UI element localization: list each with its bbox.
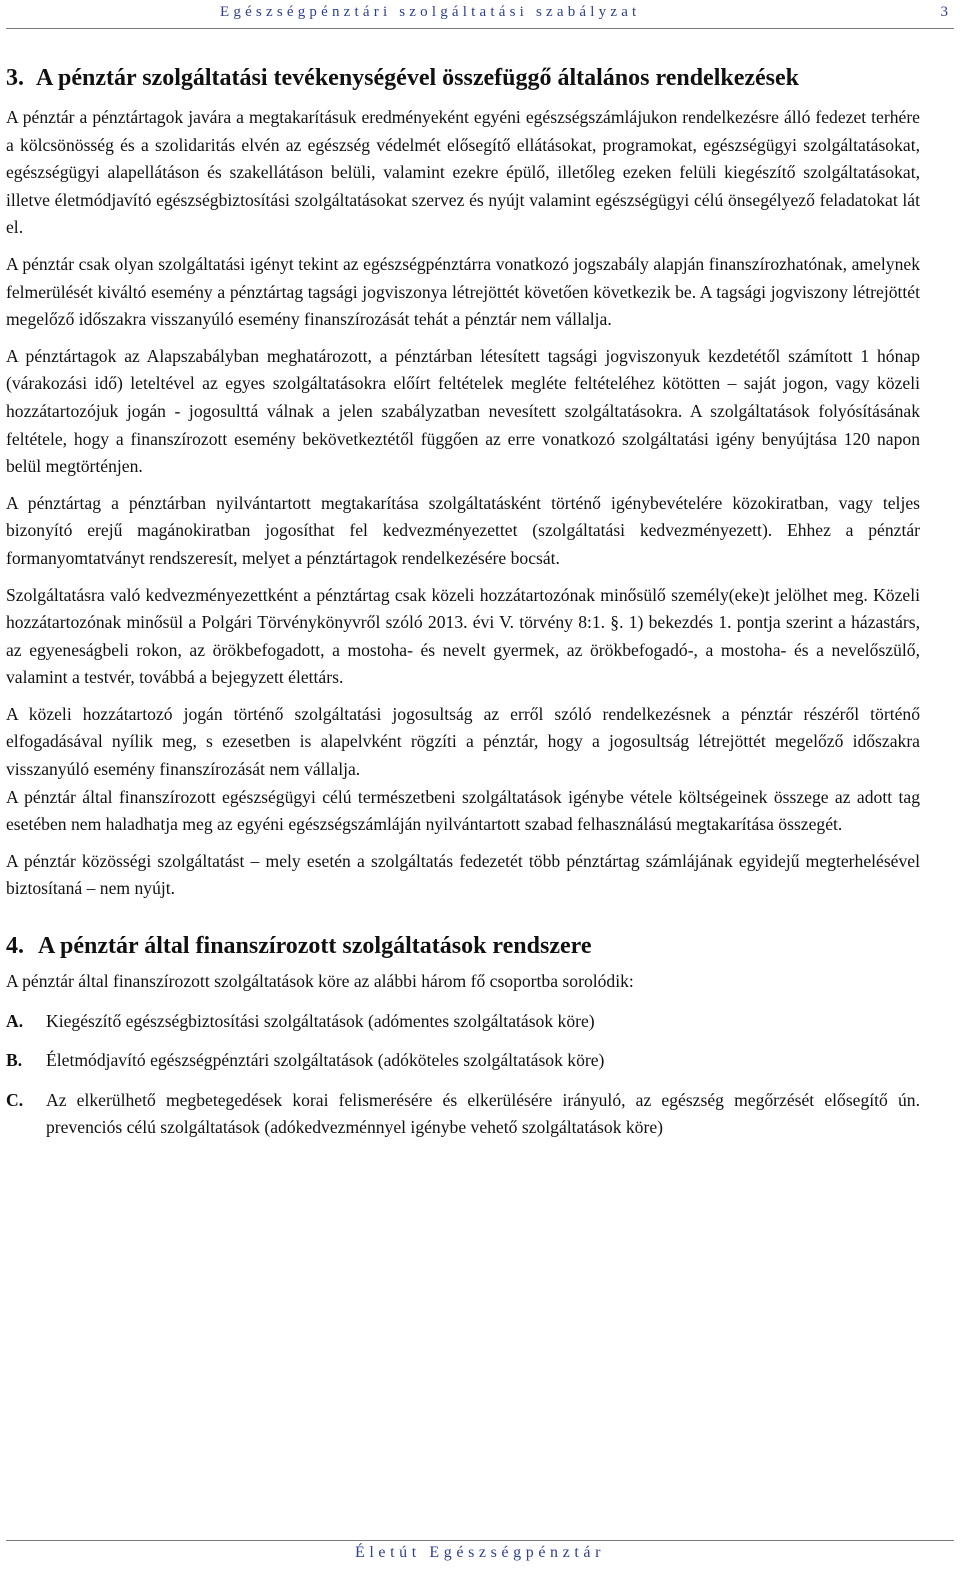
paragraph-7: A pénztár által finanszírozott egészségügyi célú természetbeni szolgáltatások igénybe vétele költségeinek összege az adott tag esetében nem haladhatja meg az egyéni egészségszámláján nyilvántartott szabad felhasználású megtakarítása összegét. (6, 786, 920, 835)
category-text: Életmódjavító egészségpénztári szolgáltatások (adóköteles szolgáltatások köre) (46, 1050, 605, 1071)
paragraph-2: A pénztár csak olyan szolgáltatási igényt tekint az egészségpénztárra vonatkozó jogszabály alapján finanszírozhatónak, amelynek felmerülését kiváltó esemény a pénztártag tagsági jogviszonya létrejöttét követően következik be. A tagsági jogviszony létrejöttét megelőző időszakra visszanyúló esemény finanszírozását tehát a pénztár nem vállalja. (6, 253, 920, 330)
category-text: Kiegészítő egészségbiztosítási szolgáltatások (adómentes szolgáltatások köre) (46, 1010, 595, 1031)
footer-divider (6, 1540, 954, 1541)
category-letter: B. (6, 1050, 23, 1071)
category-a (6, 1008, 920, 1036)
paragraph-8: A pénztár közösségi szolgáltatást – mely esetén a szolgáltatás fedezetét több pénztártag számlájának egyidejű megterhelésével biztosítaná – nem nyújt. (6, 850, 920, 899)
section-3-heading (6, 62, 920, 94)
category-c (6, 1087, 920, 1142)
document-body (6, 62, 920, 1142)
page-footer (0, 1540, 960, 1576)
header-divider (6, 28, 954, 29)
paragraph-5: Szolgáltatásra való kedvezményezettként a pénztártag csak közeli hozzátartozónak minősülő személy(eke)t jelölhet meg. Közeli hozzátartozónak minősül a Polgári Törvénykönyvről szóló 2013. évi V. törvény 8:1. §. 1) bekezdés 1. pontja szerint a házastárs, az egyeneságbeli rokon, az örökbefogadott, a mostoha- és nevelt gyermek, az örökbefogadó-, a mostoha- és a nevelőszülő, valamint a testvér, továbbá a bejegyzett élettárs. (6, 584, 920, 688)
section-4-title: A pénztár által finanszírozott szolgáltatások rendszere (38, 933, 592, 960)
page-number: 3 (940, 4, 948, 20)
section-4-number: 4. (6, 933, 24, 960)
section-4-heading (6, 930, 920, 962)
section-4-intro: A pénztár által finanszírozott szolgáltatások köre az alábbi három fő csoportba sorolódik: (6, 971, 634, 992)
section-3-number: 3. (6, 65, 24, 91)
header-title: Egészségpénztári szolgáltatási szabályzat (220, 4, 641, 20)
paragraph-3: A pénztártagok az Alapszabályban meghatározott, a pénztárban létesített tagsági jogviszonyuk kezdetétől számított 1 hónap (várakozási idő) leteltével az egyes szolgáltatásokra előírt feltételek megléte feltételéhez kötötten – saját jogon, vagy közeli hozzátartozójuk jogán - jogosulttá válnak a jelen szabályzatban nevesített szolgáltatásokra. A szolgáltatások folyósításának feltétele, hogy a finanszírozott esemény bekövetkeztétől függően az erre vonatkozó szolgáltatási igény benyújtása 120 napon belül megtörténjen. (6, 345, 920, 477)
paragraph-6: A közeli hozzátartozó jogán történő szolgáltatási jogosultság az erről szóló rendelkezésnek a pénztár részéről történő elfogadásával nyílik meg, s ezesetben is alapelvként rögzíti a pénztár, hogy a jogosultság létrejöttét megelőző időszakra visszanyúló esemény finanszírozását nem vállalja. (6, 703, 920, 780)
footer-text: Életút Egészségpénztár (354, 1544, 606, 1561)
section-3-title: A pénztár szolgáltatási tevékenységével összefüggő általános rendelkezések (36, 65, 800, 91)
page-header (0, 0, 960, 28)
category-text: Az elkerülhető megbetegedések korai felismerésére és elkerülésére irányuló, az egészség megőrzését elősegítő ún. prevenciós célú szolgáltatások (adókedvezménnyel igénybe vehető szolgáltatások köre) (46, 1089, 920, 1138)
category-letter: C. (6, 1089, 24, 1110)
category-letter: A. (6, 1010, 24, 1031)
paragraph-1: A pénztár a pénztártagok javára a megtakarításuk eredményeként egyéni egészségszámlájukon rendelkezésre álló fedezet terhére a kölcsönösség és a szolidaritás elvén az egészség védelmét elősegítő ellátásokat, programokat, egészségügyi szolgáltatásokat, egészségügyi alapellátáson és szakellátáson belüli, valamint ezekre épülő, illetőleg ezeken felüli kiegészítő szolgáltatásokat, illetve életmódjavító egészségbiztosítási szolgáltatásokat szervez és nyújt valamint egészségügyi célú önsegélyező feladatokat lát el. (6, 107, 920, 238)
category-b (6, 1047, 920, 1075)
paragraph-4: A pénztártag a pénztárban nyilvántartott megtakarítása szolgáltatásként történő igénybevételére közokiratban, vagy teljes bizonyító erejű magánokiratban jogosíthat fel kedvezményezettet (szolgáltatási kedvezményezett). Ehhez a pénztár formanyomtatványt rendszeresít, melyet a pénztártagok rendelkezésére bocsát. (6, 492, 920, 568)
